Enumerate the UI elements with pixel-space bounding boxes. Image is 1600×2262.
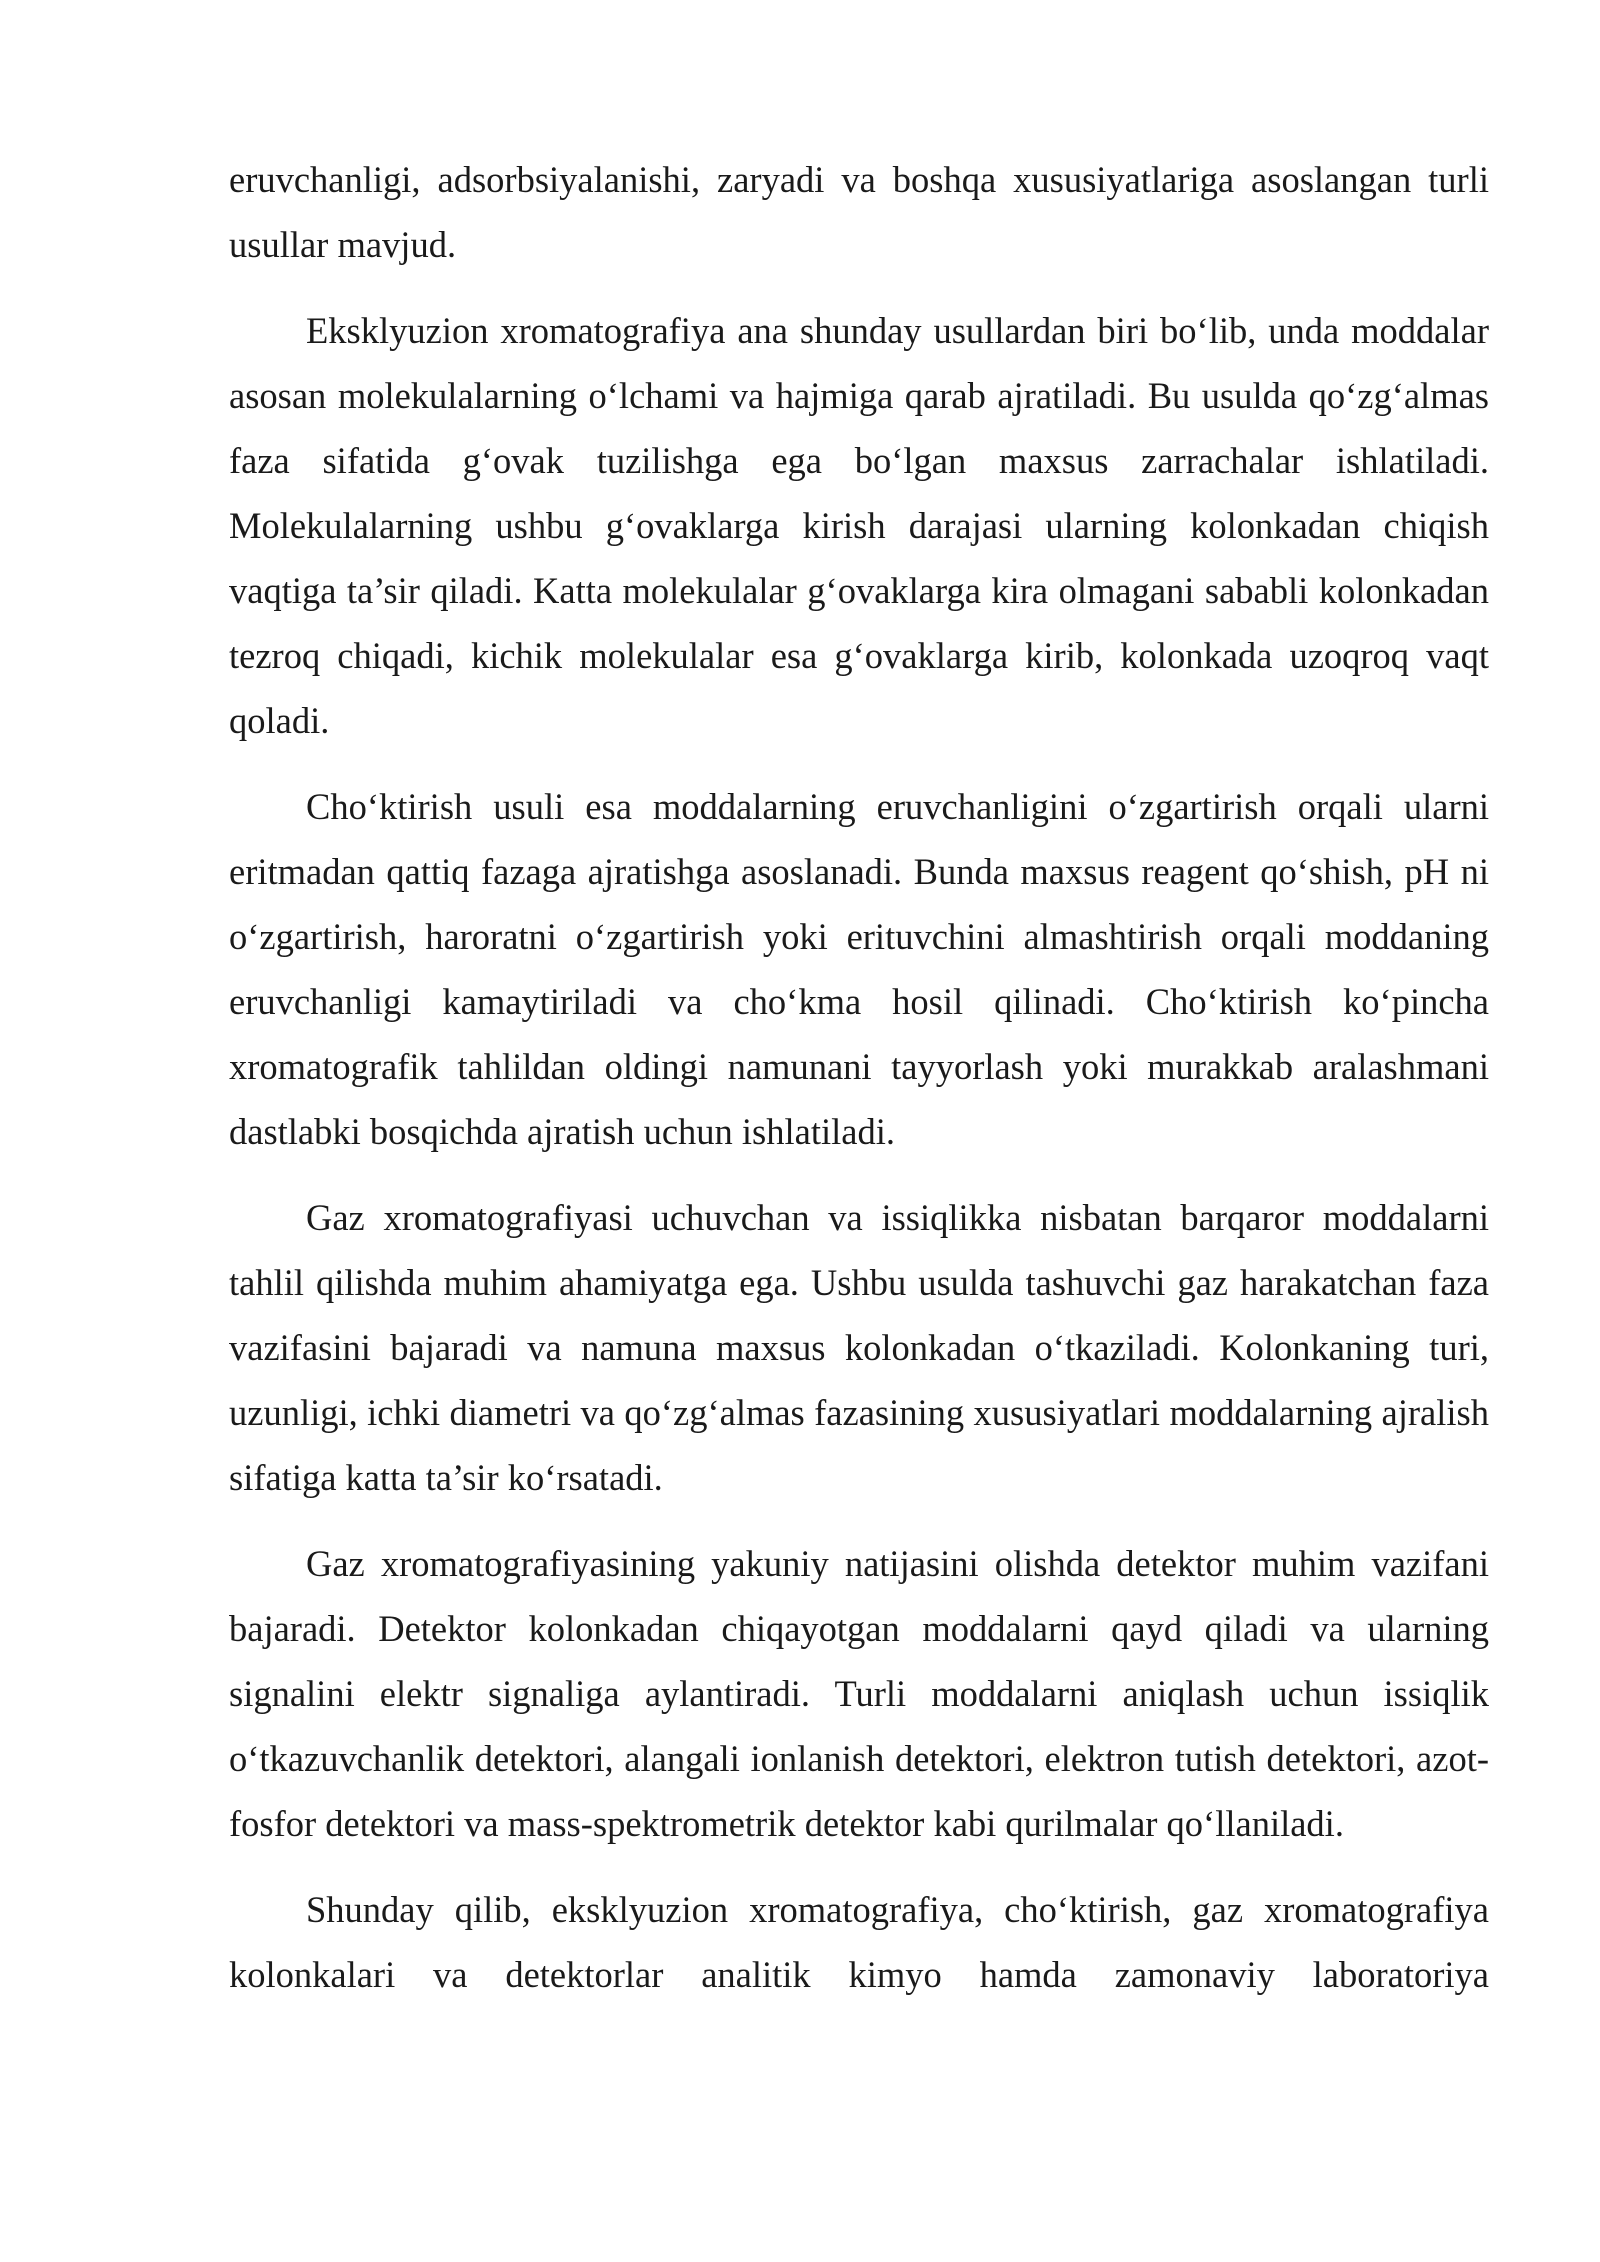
paragraph-gas-chromatography: Gaz xromatografiyasi uchuvchan va issiqlikka nisbatan barqaror moddalarni tahlil qilishda muhim ahamiyatga ega. Ushbu usulda tashuvchi gaz harakatchan faza vazifasini bajaradi va namuna maxsus kolonkadan o‘tkaziladi. Kolonkaning turi, uzunligi, ichki diametri va qo‘zg‘almas fazasining xususiyatlari moddalarning ajralish sifatiga katta ta’sir ko‘rsatadi. (229, 1197, 1489, 1498)
document-body (229, 147, 1489, 2007)
paragraph-detectors: Gaz xromatografiyasining yakuniy natijasini olishda detektor muhim vazifani bajaradi. Detektor kolonkadan chiqayotgan moddalarni qayd qiladi va ularning signalini elektr signaliga aylantiradi. Turli moddalarni aniqlash uchun issiqlik o‘tkazuvchanlik detektori, alangali ionlanish detektori, elektron tutish detektori, azot-fosfor detektori va mass-spektrometrik detektor kabi qurilmalar qo‘llaniladi. (229, 1543, 1489, 1844)
paragraph-exclusion-chromatography: Eksklyuzion xromatografiya ana shunday usullardan biri bo‘lib, unda moddalar asosan molekulalarning o‘lchami va hajmiga qarab ajratiladi. Bu usulda qo‘zg‘almas faza sifatida g‘ovak tuzilishga ega bo‘lgan maxsus zarrachalar ishlatiladi. Molekulalarning ushbu g‘ovaklarga kirish darajasi ularning kolonkadan chiqish vaqtiga ta’sir qiladi. Katta molekulalar g‘ovaklarga kira olmagani sababli kolonkadan tezroq chiqadi, kichik molekulalar esa g‘ovaklarga kirib, kolonkada uzoqroq vaqt qoladi. (229, 310, 1489, 741)
paragraph-precipitation: Cho‘ktirish usuli esa moddalarning eruvchanligini o‘zgartirish orqali ularni eritmadan qattiq fazaga ajratishga asoslanadi. Bunda maxsus reagent qo‘shish, pH ni o‘zgartirish, haroratni o‘zgartirish yoki erituvchini almashtirish orqali moddaning eruvchanligi kamaytiriladi va cho‘kma hosil qilinadi. Cho‘ktirish ko‘pincha xromatografik tahlildan oldingi namunani tayyorlash yoki murakkab aralashmani dastlabki bosqichda ajratish uchun ishlatiladi. (229, 786, 1489, 1152)
paragraph-continuation: eruvchanligi, adsorbsiyalanishi, zaryadi va boshqa xususiyatlariga asoslangan turli usullar mavjud. (229, 159, 1489, 265)
paragraph-conclusion: Shunday qilib, eksklyuzion xromatografiya, cho‘ktirish, gaz xromatografiya kolonkalari va detektorlar analitik kimyo hamda zamonaviy laboratoriya (229, 1889, 1489, 1995)
